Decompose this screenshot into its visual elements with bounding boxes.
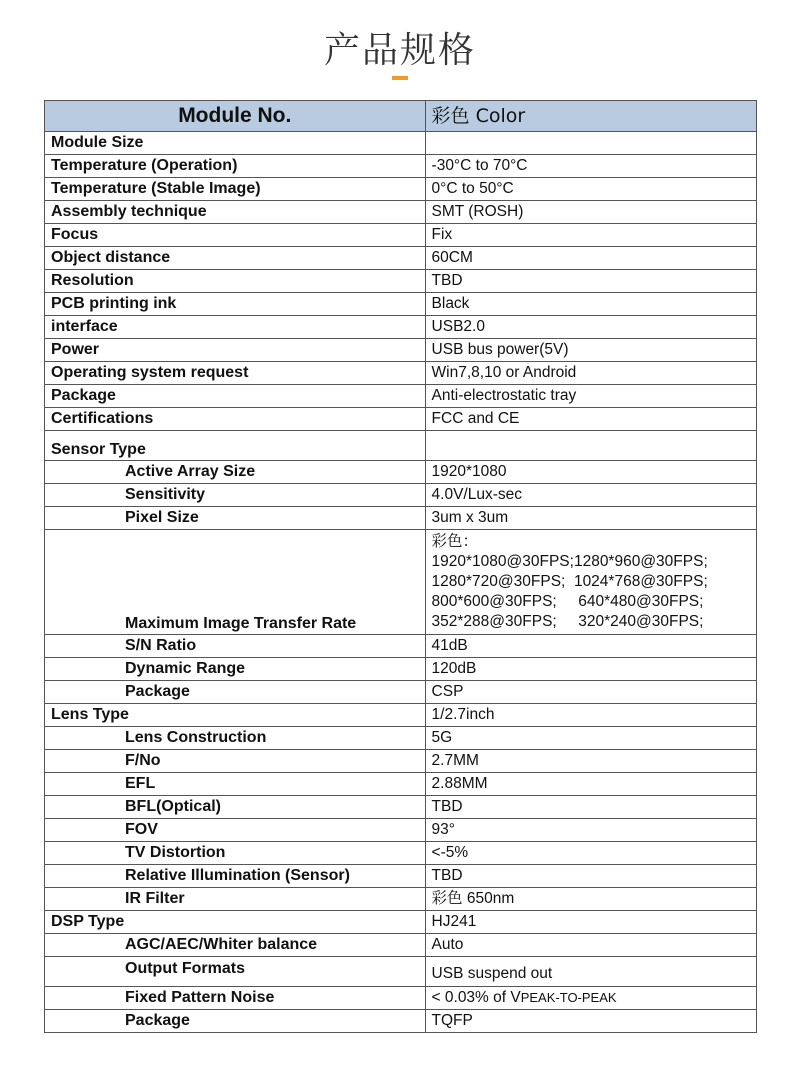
- row-value: -30°C to 70°C: [425, 155, 756, 178]
- row-key: Pixel Size: [45, 507, 426, 530]
- row-key: Package: [45, 385, 426, 408]
- table-row: [45, 507, 757, 530]
- row-key: Object distance: [45, 247, 426, 270]
- table-row: [45, 201, 757, 224]
- transfer-rate-line: 1280*720@30FPS; 1024*768@30FPS;: [431, 573, 708, 590]
- row-key: Output Formats: [45, 957, 426, 987]
- table-row: [45, 911, 757, 934]
- fpn-value: < 0.03% of V: [431, 989, 521, 1006]
- row-value: 1/2.7inch: [425, 704, 756, 727]
- row-key: Dynamic Range: [45, 658, 426, 681]
- row-key: Active Array Size: [45, 461, 426, 484]
- table-row: [45, 385, 757, 408]
- row-value: TBD: [425, 796, 756, 819]
- row-key: IR Filter: [45, 888, 426, 911]
- table-row: [45, 888, 757, 911]
- row-value: 60CM: [425, 247, 756, 270]
- table-row: [45, 362, 757, 385]
- row-key: TV Distortion: [45, 842, 426, 865]
- row-key: Module Size: [45, 132, 426, 155]
- row-value: 0°C to 50°C: [425, 178, 756, 201]
- row-key: interface: [45, 316, 426, 339]
- transfer-rate-line: 352*288@30FPS; 320*240@30FPS;: [431, 613, 704, 630]
- row-value: Auto: [425, 934, 756, 957]
- row-key: AGC/AEC/Whiter balance: [45, 934, 426, 957]
- row-key: Temperature (Operation): [45, 155, 426, 178]
- table-row: [45, 316, 757, 339]
- table-row: [45, 461, 757, 484]
- table-row: [45, 431, 757, 461]
- row-value: [425, 987, 756, 1010]
- table-row: [45, 635, 757, 658]
- table-row: [45, 530, 757, 635]
- transfer-rate-line: 800*600@30FPS; 640*480@30FPS;: [431, 593, 704, 610]
- row-key: Sensor Type: [45, 431, 426, 461]
- table-row: [45, 155, 757, 178]
- title-accent-bar: [392, 76, 408, 80]
- table-row: [45, 681, 757, 704]
- row-value: 4.0V/Lux-sec: [425, 484, 756, 507]
- row-key: Lens Type: [45, 704, 426, 727]
- table-header-row: [45, 101, 757, 132]
- row-key: Fixed Pattern Noise: [45, 987, 426, 1010]
- row-value: 93°: [425, 819, 756, 842]
- row-value: TBD: [425, 270, 756, 293]
- row-value: 2.88MM: [425, 773, 756, 796]
- row-value: USB bus power(5V): [425, 339, 756, 362]
- row-key: Sensitivity: [45, 484, 426, 507]
- table-row: [45, 247, 757, 270]
- row-key: DSP Type: [45, 911, 426, 934]
- table-row: [45, 796, 757, 819]
- table-row: [45, 132, 757, 155]
- row-key: Certifications: [45, 408, 426, 431]
- row-value: 1920*1080: [425, 461, 756, 484]
- row-key: Package: [45, 1010, 426, 1033]
- row-key: FOV: [45, 819, 426, 842]
- row-value: Fix: [425, 224, 756, 247]
- row-value: SMT (ROSH): [425, 201, 756, 224]
- row-key: F/No: [45, 750, 426, 773]
- row-value: <-5%: [425, 842, 756, 865]
- table-row: [45, 987, 757, 1010]
- table-row: [45, 819, 757, 842]
- header-key: Module No.: [45, 101, 426, 132]
- table-row: [45, 339, 757, 362]
- row-key: Maximum Image Transfer Rate: [45, 530, 426, 635]
- row-value: 120dB: [425, 658, 756, 681]
- row-value: 41dB: [425, 635, 756, 658]
- row-value: USB2.0: [425, 316, 756, 339]
- table-row: [45, 773, 757, 796]
- table-row: [45, 842, 757, 865]
- row-key: Focus: [45, 224, 426, 247]
- table-row: [45, 658, 757, 681]
- row-key: Lens Construction: [45, 727, 426, 750]
- row-key: PCB printing ink: [45, 293, 426, 316]
- table-row: [45, 934, 757, 957]
- row-value: USB suspend out: [425, 957, 756, 987]
- table-row: [45, 293, 757, 316]
- row-key: Temperature (Stable Image): [45, 178, 426, 201]
- row-key: Assembly technique: [45, 201, 426, 224]
- row-key: EFL: [45, 773, 426, 796]
- row-key: Package: [45, 681, 426, 704]
- row-key: Power: [45, 339, 426, 362]
- row-key: BFL(Optical): [45, 796, 426, 819]
- table-row: [45, 727, 757, 750]
- row-key: Resolution: [45, 270, 426, 293]
- row-key: S/N Ratio: [45, 635, 426, 658]
- table-row: [45, 957, 757, 987]
- page-title: 产品规格: [323, 30, 476, 71]
- table-row: [45, 484, 757, 507]
- transfer-rate-line: 彩色：: [431, 533, 479, 550]
- transfer-rate-line: 1920*1080@30FPS;1280*960@30FPS;: [431, 553, 708, 570]
- row-key: Relative Illumination (Sensor): [45, 865, 426, 888]
- table-row: [45, 408, 757, 431]
- row-value: 3um x 3um: [425, 507, 756, 530]
- table-row: [45, 224, 757, 247]
- row-value: 彩色 650nm: [425, 888, 756, 911]
- row-key: Operating system request: [45, 362, 426, 385]
- row-value: Anti-electrostatic tray: [425, 385, 756, 408]
- header-value: 彩色 Color: [425, 101, 756, 132]
- row-value: TQFP: [425, 1010, 756, 1033]
- row-value: Win7,8,10 or Android: [425, 362, 756, 385]
- table-row: [45, 1010, 757, 1033]
- row-value: [425, 431, 756, 461]
- row-value: TBD: [425, 865, 756, 888]
- row-value: FCC and CE: [425, 408, 756, 431]
- row-value: CSP: [425, 681, 756, 704]
- row-value: HJ241: [425, 911, 756, 934]
- row-value: Black: [425, 293, 756, 316]
- spec-table: [44, 100, 757, 1033]
- table-row: [45, 178, 757, 201]
- row-value: [425, 132, 756, 155]
- table-row: [45, 270, 757, 293]
- table-row: [45, 704, 757, 727]
- table-row: [45, 750, 757, 773]
- table-row: [45, 865, 757, 888]
- row-value: 5G: [425, 727, 756, 750]
- fpn-suffix: PEAK-TO-PEAK: [520, 990, 617, 1005]
- row-value: 2.7MM: [425, 750, 756, 773]
- transfer-rate-value: [425, 530, 756, 635]
